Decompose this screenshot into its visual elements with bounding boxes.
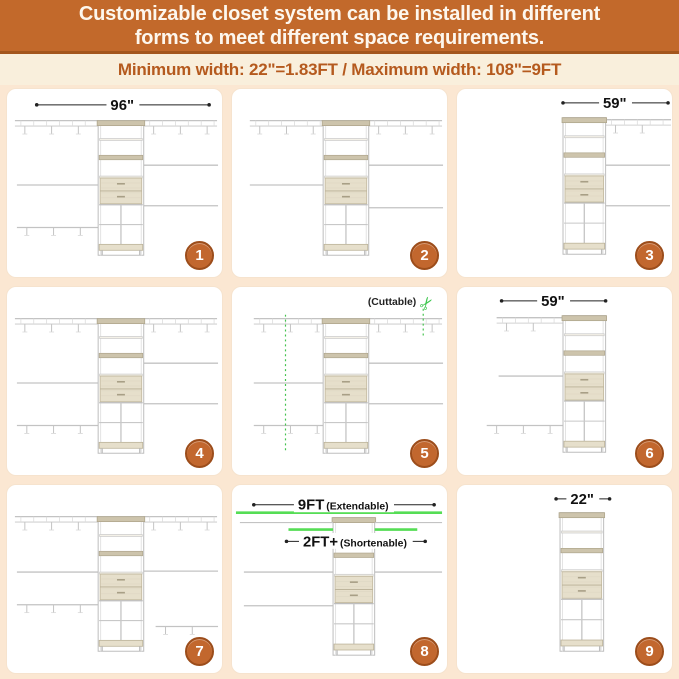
dimension-label: 2FT+ (Shortenable): [302, 534, 407, 551]
step-number-badge: 8: [410, 637, 439, 666]
subtitle-text: Minimum width: 22"=1.83FT / Maximum width: 108"=9FT: [117, 59, 562, 79]
closet-config-card-5: [231, 286, 448, 476]
dimension-label: 9FT (Extendable): [297, 497, 389, 514]
step-number-badge: 2: [410, 241, 439, 270]
step-number-badge: 9: [635, 637, 664, 666]
closet-config-card-6: [456, 286, 673, 476]
step-number-badge: 3: [635, 241, 664, 270]
closet-config-card-8: [231, 484, 448, 674]
closet-config-card-3: [456, 88, 673, 278]
dimension-label: 96": [110, 97, 135, 114]
step-number-badge: 1: [185, 241, 214, 270]
closet-config-card-7: [6, 484, 223, 674]
cuttable-label: (Cuttable): [367, 296, 417, 308]
header-title-line2: forms to meet different space requirements.: [134, 26, 545, 49]
dimension-label: 59": [603, 95, 627, 112]
header-banner: [0, 0, 679, 54]
dimension-label: 59": [541, 293, 565, 310]
subtitle-bar: [0, 54, 679, 85]
step-number-badge: 4: [185, 439, 214, 468]
scissors-icon: ✂: [414, 292, 439, 315]
step-number-badge: 6: [635, 439, 664, 468]
closet-config-card-2: [231, 88, 448, 278]
cards-grid: [0, 85, 679, 678]
closet-config-card-9: [456, 484, 673, 674]
step-number-badge: 7: [185, 637, 214, 666]
dimension-label: 22": [570, 491, 594, 508]
closet-config-card-1: [6, 88, 223, 278]
step-number-badge: 5: [410, 439, 439, 468]
closet-config-card-4: [6, 286, 223, 476]
header-title-line1: Customizable closet system can be installed in different: [78, 2, 601, 25]
